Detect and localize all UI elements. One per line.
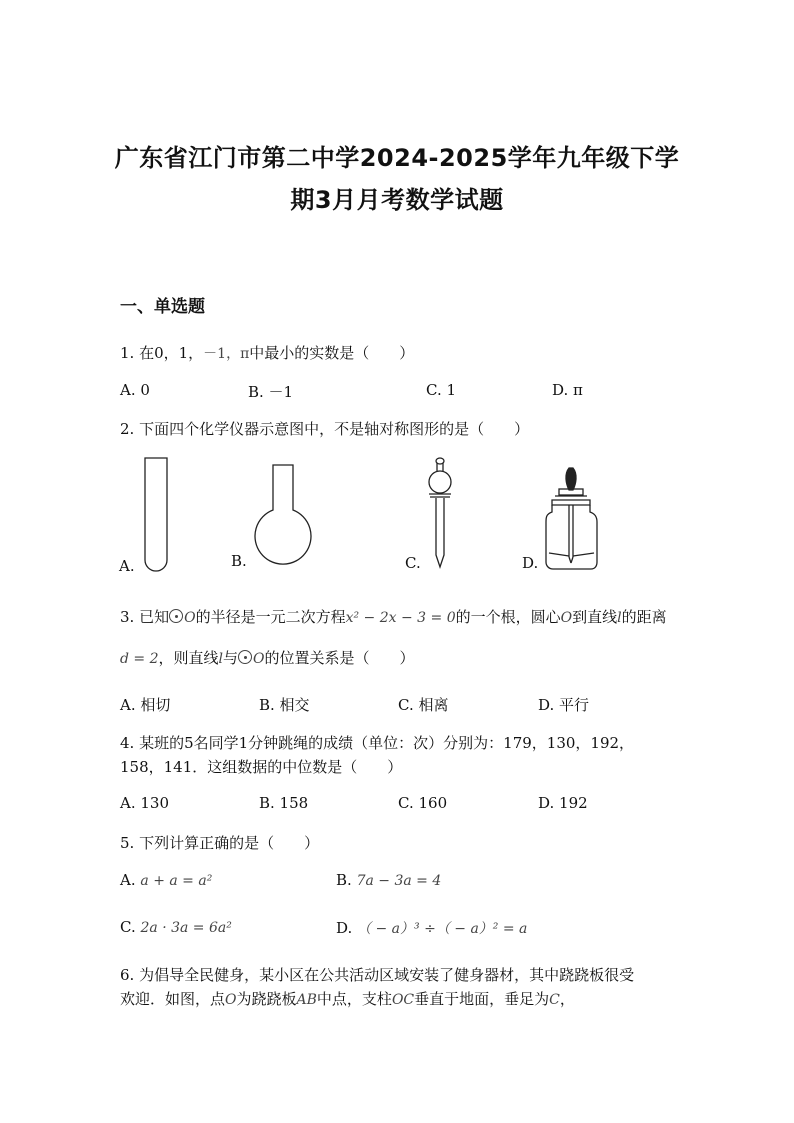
question-5-stem: 5. 下列计算正确的是（ ） (120, 834, 320, 852)
q4-option-d: D. 192 (538, 794, 588, 812)
q3-option-d: D. 平行 (538, 696, 590, 714)
q1-option-b: B. －1 (248, 383, 294, 401)
q2-label-a: A. (119, 557, 135, 575)
q5-option-b: B. 7a − 3a = 4 (336, 871, 442, 889)
q1-option-d: D. π (552, 381, 583, 399)
section-heading: 一、单选题 (120, 297, 205, 317)
question-4-stem-line-2: 158，141．这组数据的中位数是（ ） (120, 758, 403, 776)
question-3-stem-line-1: 3. 已知 O的半径是一元二次方程x² − 2x − 3 = 0的一个根，圆心O到直线l的距离 (120, 608, 667, 626)
funnel-figure (429, 458, 451, 567)
question-1-stem: 1. 在0，1，－1，π中最小的实数是（ ） (120, 344, 415, 362)
q1-option-c: C. 1 (426, 381, 457, 399)
q3-option-a: A. 相切 (120, 696, 171, 714)
q3-option-b: B. 相交 (259, 696, 310, 714)
question-2-stem: 2. 下面四个化学仪器示意图中，不是轴对称图形的是（ ） (120, 420, 530, 438)
dropper-bottle-figure (546, 468, 597, 569)
page-title-line-1: 广东省江门市第二中学2024-2025学年九年级下学 (114, 144, 680, 172)
circle-symbol-icon (238, 650, 252, 664)
q1-option-a: A. 0 (120, 381, 150, 399)
q5-option-c: C. 2a · 3a = 6a² (120, 918, 232, 936)
question-4-stem-line-1: 4. 某班的5名同学1分钟跳绳的成绩（单位：次）分别为：179，130，192， (120, 734, 635, 752)
q4-option-c: C. 160 (398, 794, 448, 812)
flask-figure (255, 465, 311, 564)
test-tube-figure (145, 458, 167, 571)
circle-symbol-icon (169, 609, 183, 623)
page-title-line-2: 期3月月考数学试题 (290, 186, 504, 214)
q4-option-a: A. 130 (120, 794, 169, 812)
q2-label-b: B. (231, 552, 247, 570)
q2-label-d: D. (522, 554, 539, 572)
q2-label-c: C. (405, 554, 421, 572)
q3-option-c: C. 相离 (398, 696, 449, 714)
question-6-stem-line-2: 欢迎．如图，点O为跷跷板AB中点，支柱OC垂直于地面，垂足为C， (120, 990, 575, 1008)
q4-option-b: B. 158 (259, 794, 309, 812)
q5-option-d: D. （ − a）³ ÷（ − a）² = a (336, 919, 528, 937)
question-6-stem-line-1: 6. 为倡导全民健身，某小区在公共活动区域安装了健身器材，其中跷跷板很受 (120, 966, 635, 984)
q5-option-a: A. a + a = a² (120, 871, 213, 889)
question-3-stem-line-2: d = 2，则直线l与 O的位置关系是（ ） (120, 649, 415, 667)
